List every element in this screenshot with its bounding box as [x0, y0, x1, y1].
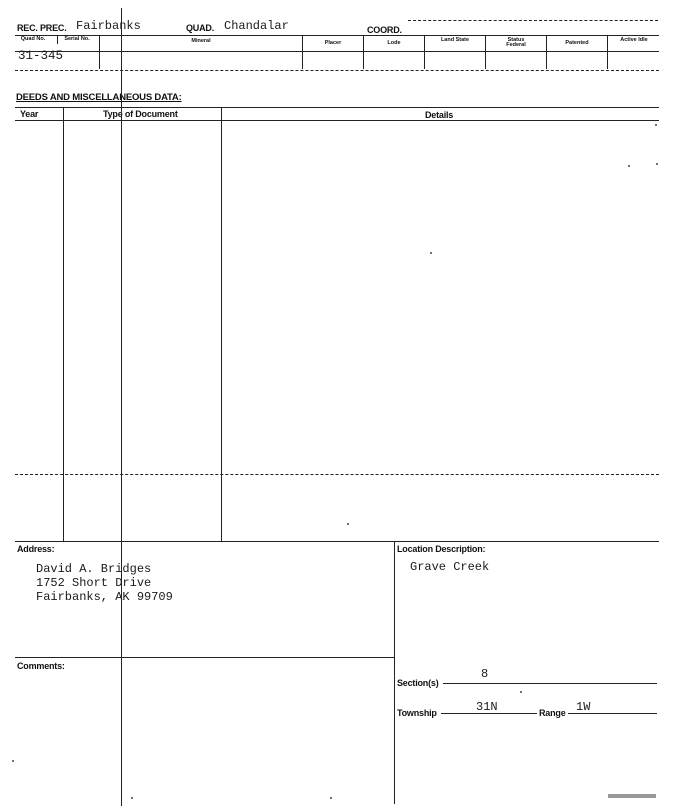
id-table-bottom-rule [15, 70, 659, 71]
deeds-header-bottom-rule [15, 120, 659, 121]
id-table-header-rule [15, 51, 659, 52]
quad-label: QUAD. [186, 23, 214, 33]
deeds-dashed-rule [15, 474, 659, 475]
quad-value: Chandalar [224, 19, 289, 33]
quad-serial-value: 31-345 [18, 49, 64, 63]
col-serial-no: Serial No. [64, 36, 90, 42]
comments-label: Comments: [17, 661, 65, 671]
col-year: Year [20, 109, 39, 119]
scan-speck [330, 797, 332, 799]
deeds-bottom-rule [15, 541, 659, 542]
divider-lode-land [424, 35, 425, 69]
col-patented: Patented [565, 40, 589, 46]
col-land-state: Land State [440, 37, 470, 43]
col-mineral: Mineral [191, 38, 211, 44]
divider-land-status [485, 35, 486, 69]
deeds-header-top-rule [15, 107, 659, 108]
township-value: 31N [476, 700, 498, 714]
address-line-3: Fairbanks, AK 99709 [36, 590, 173, 604]
scan-speck [628, 165, 630, 167]
col-placer: Placer [324, 40, 342, 46]
scan-speck [347, 523, 349, 525]
deeds-divider-type [221, 107, 222, 541]
location-label: Location Description: [397, 544, 486, 554]
township-label: Township [397, 708, 437, 718]
col-details: Details [425, 110, 454, 120]
scan-artifact-line [121, 8, 122, 806]
range-value: 1W [576, 700, 591, 714]
coord-label: COORD. [367, 25, 402, 35]
location-value: Grave Creek [410, 560, 490, 574]
address-label: Address: [17, 544, 55, 554]
divider-quad-serial [57, 35, 58, 44]
scan-speck [656, 163, 658, 165]
rec-prec-value: Fairbanks [76, 19, 141, 33]
scan-speck [131, 797, 133, 799]
divider-patented-active [607, 35, 608, 69]
section-value: 8 [481, 667, 489, 681]
scan-smudge [608, 794, 656, 798]
rec-prec-label: REC. PREC. [17, 23, 67, 33]
col-status-federal: Status Federal [506, 37, 526, 48]
deeds-divider-year [63, 107, 64, 541]
address-line-2: 1752 Short Drive [36, 576, 152, 590]
comments-top-rule [15, 657, 394, 658]
scan-speck [12, 760, 14, 762]
section-label: Section(s) [397, 678, 439, 688]
address-location-divider [394, 541, 395, 804]
col-quad-no: Quad No. [20, 36, 46, 42]
scan-speck [520, 691, 522, 693]
range-label: Range [539, 708, 566, 718]
coord-underline [408, 20, 658, 21]
col-type-of-document: Type of Document [103, 109, 178, 119]
id-table-top-rule [15, 35, 659, 36]
scan-speck [655, 124, 657, 126]
address-line-1: David A. Bridges [36, 562, 152, 576]
section-underline [443, 683, 657, 684]
col-lode: Lode [387, 40, 401, 46]
scan-speck [430, 252, 432, 254]
col-active-idle: Active Idle [620, 37, 648, 43]
deeds-section-title: DEEDS AND MISCELLANEOUS DATA: [16, 92, 182, 103]
